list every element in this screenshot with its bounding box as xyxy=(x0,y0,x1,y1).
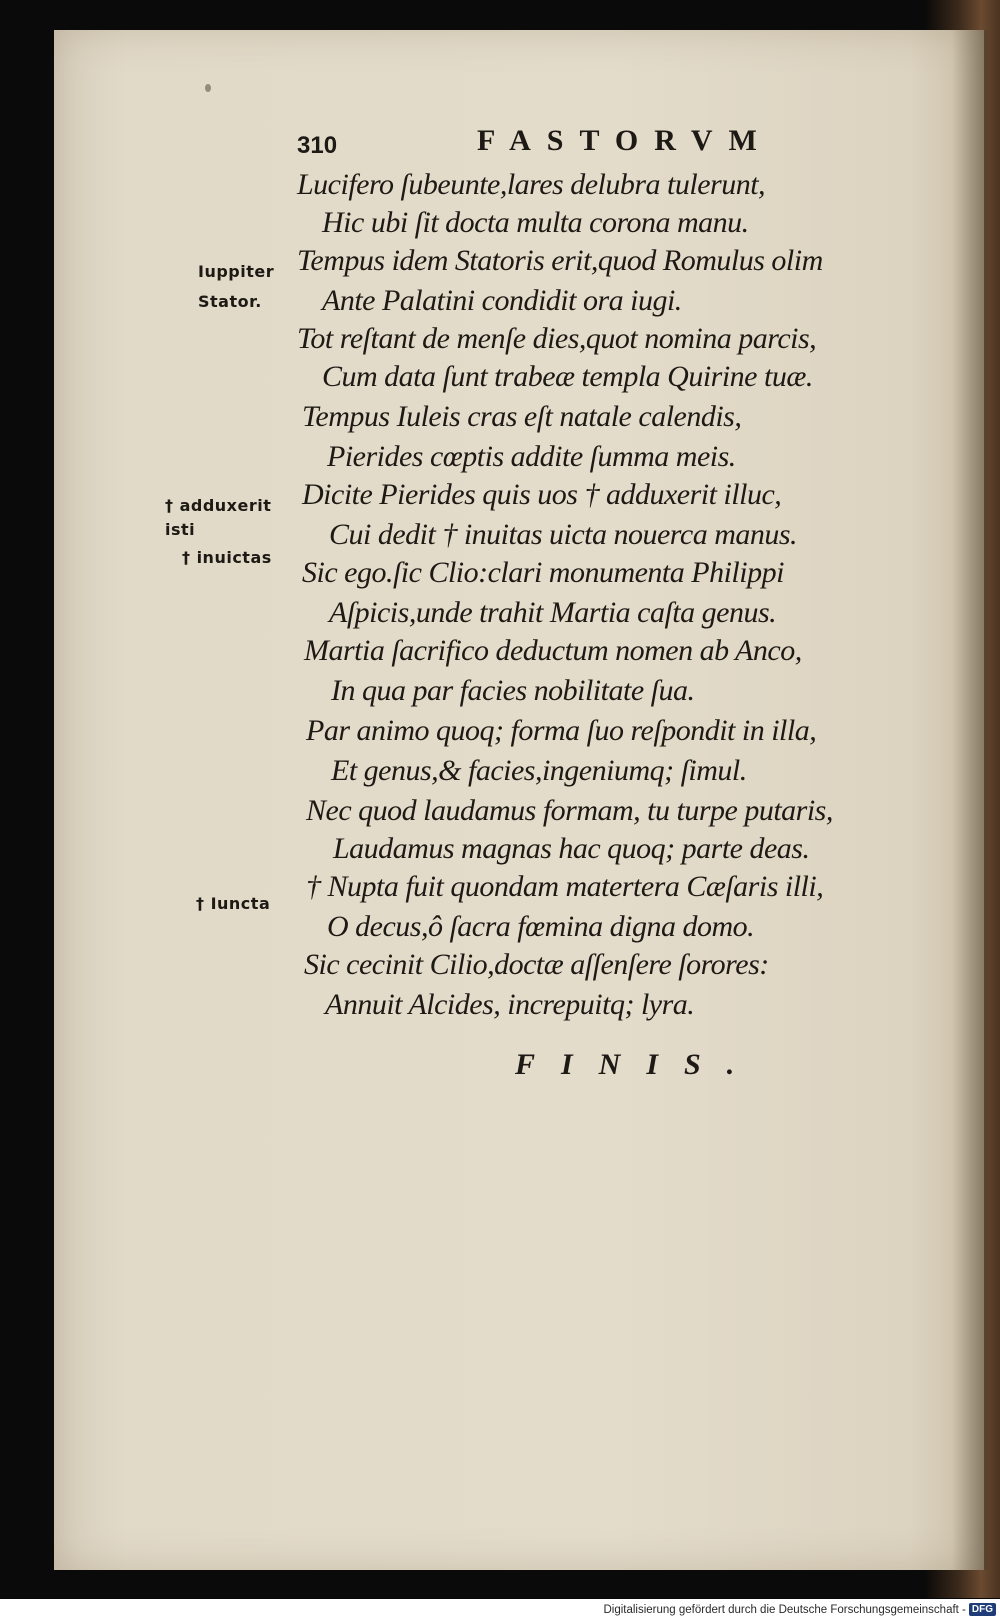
verse-line: Tot reſtant de menſe dies,quot nomina parcis, xyxy=(297,322,817,355)
verse-line: Laudamus magnas hac quoq; parte deas. xyxy=(333,832,810,865)
verse-line: Cum data ſunt trabeæ templa Quirine tuæ. xyxy=(322,360,813,393)
verse-line: Dicite Pierides quis uos † adduxerit illuc, xyxy=(302,478,782,511)
dfg-logo: DFG xyxy=(969,1603,996,1616)
verse-line: Pierides cœptis addite ſumma meis. xyxy=(327,440,736,473)
margin-note-stator: Stator. xyxy=(198,292,262,311)
footer-credit: Digitalisierung gefördert durch die Deutsche Forschungsgemeinschaft - xyxy=(603,1603,966,1616)
verse-line: Ante Palatini condidit ora iugi. xyxy=(322,284,682,317)
finis-colophon: FINIS. xyxy=(515,1048,761,1081)
margin-note-inuictas: † inuictas xyxy=(182,548,272,567)
verse-line: Par animo quoq; forma ſuo reſpondit in illa, xyxy=(306,714,817,747)
verse-line: † Nupta fuit quondam matertera Cæſaris illi, xyxy=(306,870,824,903)
verse-line: Hic ubi ſit docta multa corona manu. xyxy=(322,206,749,239)
margin-note-isti: isti xyxy=(165,520,196,539)
verse-line: Cui dedit † inuitas uicta nouerca manus. xyxy=(329,518,798,551)
verse-line: Tempus Iuleis cras eſt natale calendis, xyxy=(302,400,742,433)
verse-line: In qua par facies nobilitate ſua. xyxy=(331,674,695,707)
page-number: 310 xyxy=(297,132,338,159)
verse-line: Aſpicis,unde trahit Martia caſta genus. xyxy=(329,596,777,629)
margin-note-iuncta: † Iuncta xyxy=(196,894,271,913)
verse-line: Et genus,& facies,ingeniumq; ſimul. xyxy=(331,754,747,787)
verse-line: Sic cecinit Cilio,doctæ aſſenſere ſorores: xyxy=(304,948,769,981)
verse-line: Annuit Alcides, increpuitq; lyra. xyxy=(325,988,695,1021)
margin-note-iuppiter: Iuppiter xyxy=(198,262,275,281)
verse-line: Lucifero ſubeunte,lares delubra tulerunt, xyxy=(297,168,766,201)
verse-line: Tempus idem Statoris erit,quod Romulus olim xyxy=(297,244,823,277)
margin-note-adduxerit: † adduxerit xyxy=(165,496,272,515)
verse-line: O decus,ô ſacra fœmina digna domo. xyxy=(327,910,755,943)
footer-strip xyxy=(0,1599,588,1620)
verse-line: Martia ſacrifico deductum nomen ab Anco, xyxy=(304,634,802,667)
digitization-footer xyxy=(588,1599,1000,1620)
verse-line: Nec quod laudamus formam, tu turpe putaris, xyxy=(306,794,833,827)
running-title: FASTORVM xyxy=(477,124,773,157)
verse-line: Sic ego.ſic Clio:clari monumenta Philippi xyxy=(302,556,784,589)
